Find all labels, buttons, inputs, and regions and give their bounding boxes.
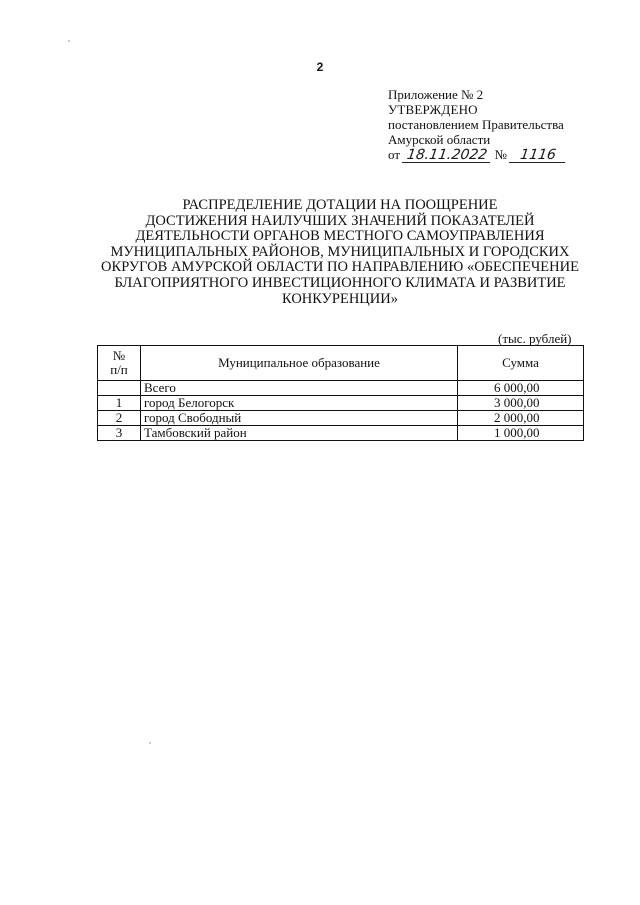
title-line: КОНКУРЕНЦИИ» [282, 290, 398, 307]
title-line: РАСПРЕДЕЛЕНИЕ ДОТАЦИИ НА ПООЩРЕНИЕ [182, 197, 498, 213]
title-line: БЛАГОПРИЯТНОГО ИНВЕСТИЦИОННОГО КЛИМАТА И РАЗВИТИЕ [114, 274, 566, 291]
table-row [98, 381, 584, 396]
units-label: (тыс. рублей) [498, 331, 572, 346]
header-municipality: Муниципальное образование [141, 346, 458, 381]
row-sum: 6 000,00 [458, 381, 584, 396]
region-label: Амурской области [388, 132, 491, 147]
date-number-line [388, 147, 566, 163]
title-line: ОКРУГОВ АМУРСКОЙ ОБЛАСТИ ПО НАПРАВЛЕНИЮ «ОБЕСПЕЧЕНИЕ [101, 259, 579, 276]
scan-speck [68, 40, 70, 42]
row-number [98, 381, 141, 396]
row-municipality: город Свободный [141, 411, 458, 426]
table-row [98, 411, 584, 426]
approved-label: УТВЕРЖДЕНО [388, 102, 478, 117]
page-number: 2 [316, 60, 324, 74]
title-line: МУНИЦИПАЛЬНЫХ РАЙОНОВ, МУНИЦИПАЛЬНЫХ И ГОРОДСКИХ [110, 243, 570, 260]
row-sum: 2 000,00 [458, 411, 584, 426]
row-number: 3 [98, 426, 141, 441]
row-municipality: Всего [141, 381, 458, 396]
title-line: ДЕЯТЕЛЬНОСТИ ОРГАНОВ МЕСТНОГО САМОУПРАВЛЕНИЯ [135, 228, 545, 245]
handwritten-number: 1116 [509, 148, 567, 163]
table-row [98, 396, 584, 411]
handwritten-date: 18.11.2022 [402, 148, 492, 163]
title-line: ДОСТИЖЕНИЯ НАИЛУЧШИХ ЗНАЧЕНИЙ ПОКАЗАТЕЛЕЙ [145, 212, 535, 229]
header-number [98, 346, 141, 381]
allocation-table [97, 345, 584, 441]
resolution-label: постановлением Правительства [388, 117, 564, 132]
document-title [70, 198, 610, 307]
appendix-label: Приложение № 2 [388, 87, 484, 102]
number-prefix: № [494, 147, 507, 162]
header-number-line2: п/п [110, 362, 128, 377]
row-number: 2 [98, 411, 141, 426]
row-sum: 1 000,00 [458, 426, 584, 441]
table-row [98, 426, 584, 441]
row-sum: 3 000,00 [458, 396, 584, 411]
approval-block [388, 87, 566, 163]
table-header-row [98, 346, 584, 381]
header-number-line1: № [112, 348, 126, 363]
row-municipality: Тамбовский район [141, 426, 458, 441]
row-number: 1 [98, 396, 141, 411]
date-prefix: от [388, 147, 401, 162]
row-municipality: город Белогорск [141, 396, 458, 411]
header-sum: Сумма [458, 346, 584, 381]
scan-speck [149, 742, 151, 744]
